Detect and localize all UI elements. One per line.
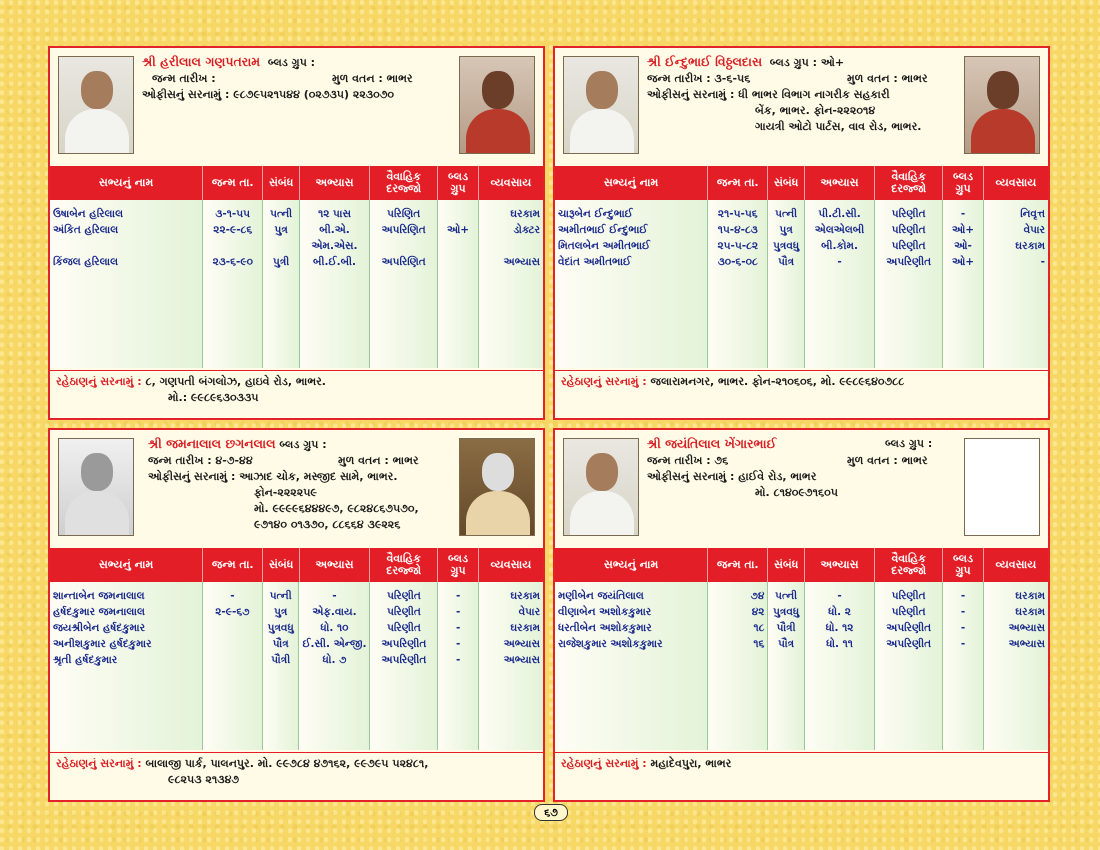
table-cell: - [960, 590, 966, 602]
table-column [263, 200, 300, 368]
members-table [50, 200, 543, 368]
table-cell: પરિણીત [891, 590, 926, 602]
table-cell: પુત્રવધુ [773, 606, 800, 618]
office-address: ઓફીસનું સરનામું : ૯૮૭૯૫૨૧૫૪૪ (૦૨૭૩૫) ૨૨૩૦૭૦ [142, 88, 395, 101]
family-card-4 [553, 428, 1050, 802]
table-cell: ૧૨ પાસ [318, 208, 351, 220]
table-cell: પરિણીત [387, 622, 421, 634]
table-cell: પત્ની [270, 208, 293, 220]
office-address: ઓફીસનું સરનામું : આઝાદ ચોક, મસ્જીદ સામે, ભાભર. [148, 470, 398, 483]
table-column [479, 582, 543, 750]
table-cell: ઓ+ [951, 256, 975, 268]
table-cell: ધો. ૭ [322, 654, 347, 666]
native-place: મુળ વતન : ભાભર [847, 72, 928, 85]
page-number: ૬૭ [534, 804, 568, 821]
family-card-3 [48, 428, 545, 802]
table-cell: પરિણીત [891, 224, 926, 236]
table-cell: વીણાબેન અશોકકુમાર [558, 606, 652, 618]
head-info: શ્રી જયંતિલાલ ખેંગારભાઈ બ્લડ ગ્રુપ : જન્મ તારીખ : ૭૬ મુળ વતન : ભાભર ઓફીસનું સરનામું : હાઈવે રોડ, ભાભર મો. ૮૧૪૦૯૭૧૬૦૫ [647, 436, 957, 501]
table-column [203, 200, 263, 368]
table-cell [438, 254, 478, 270]
table-cell: ૧૫-૪-૮૩ [717, 224, 758, 236]
head-photo [58, 56, 134, 154]
table-cell: ૪૨ [751, 606, 765, 618]
table-cell: પરિણિત [387, 208, 421, 220]
table-cell: વેપાર [518, 606, 540, 618]
col-blood-header: બ્લડ ગ્રુપ [438, 166, 479, 200]
head-info: શ્રી જમનાલાલ છગનલાલ બ્લડ ગ્રુપ : જન્મ તારીખ : ૪-૭-૪૪ મુળ વતન : ભાભર ઓફીસનું સરનામું : આઝાદ ચોક, મસ્જીદ સામે, ભાભર. ફોન-૨૨૨૨૫૯ મો. ૯૯૯૯૬૪૪૪૯૭, ૯૮૨૪૮૬૭૫૭૦, ૯૭૧૪૦ ૦૧૩૭૦, ૮૮૬૬૪ ૩૯૨૨૬ [142, 436, 462, 533]
table-cell: અંકિત હરિલાલ [53, 224, 119, 236]
table-column [708, 200, 768, 368]
table-cell: પૌત્ર [272, 638, 289, 650]
table-cell: ૭૪ [750, 590, 765, 602]
col-education-header: અભ્યાસ [300, 166, 370, 200]
table-cell [263, 238, 299, 254]
members-table [50, 582, 543, 750]
table-cell: પૌત્રી [271, 654, 291, 666]
table-cell: ઓ+ [446, 224, 470, 236]
blood-group: બ્લડ ગ્રુપ : ઓ+ [769, 56, 845, 69]
table-cell: મણીબેન જયંતિલાલ [558, 590, 644, 602]
table-cell: પી.ટી.સી. [818, 208, 861, 220]
table-cell: અપરિણીત [886, 256, 932, 268]
table-header [50, 166, 543, 200]
table-cell: ૨૩-૬-૯૦ [212, 256, 253, 268]
table-cell [50, 238, 202, 254]
table-cell: ૨૫-૫-૮૨ [717, 240, 759, 252]
table-column [370, 582, 438, 750]
table-cell: એફ.વાય. [312, 606, 357, 618]
table-column [555, 200, 708, 368]
table-column [555, 582, 708, 750]
table-cell: એલએલબી [814, 224, 865, 236]
residence-address: રહેઠાણનું સરનામું : ૮, ગણપતી બંગલોઝ, હાઇવે રોડ, ભાભર. મો.: ૯૯૮૯૬૩૦૩૩૫ [50, 370, 543, 409]
head-name: શ્રી જયંતિલાલ ખેંગારભાઈ [647, 436, 777, 451]
table-column [805, 582, 875, 750]
table-cell: - [456, 638, 461, 650]
table-cell: અપરિણિત [381, 224, 426, 236]
table-cell: પરિણીત [891, 240, 926, 252]
table-column [943, 200, 984, 368]
table-cell: ઓ+ [951, 224, 975, 236]
table-column [50, 200, 203, 368]
family-card-1 [48, 46, 545, 420]
head-photo [58, 438, 134, 536]
table-column [943, 582, 984, 750]
head-info: શ્રી ઈન્દુભાઈ વિઠ્ઠલદાસ બ્લડ ગ્રુપ : ઓ+ જન્મ તારીખ : ૩-૬-૫૬ મુળ વતન : ભાભર ઓફીસનું સરનામું : ધી ભાભર વિભાગ નાગરીક સહકારી બેંક, ભાભર. ફોન-૨૨૨૦૧૪ ગાયત્રી ઓટો પાર્ટસ, વાવ રોડ, ભાભર. [647, 54, 967, 135]
table-cell: અપરિણીત [381, 654, 427, 666]
table-cell: ઘરકામ [1015, 590, 1045, 602]
head-info [142, 54, 452, 103]
col-dob-header: જન્મ તા. [203, 166, 263, 200]
office-address: ઓફીસનું સરનામું : ધી ભાભર વિભાગ નાગરીક સહકારી [647, 88, 890, 101]
table-cell: પરિણીત [891, 606, 926, 618]
table-cell: ૩૦-૬-૦૮ [717, 256, 758, 268]
table-column [50, 582, 203, 750]
table-cell [479, 238, 543, 254]
table-column [875, 582, 943, 750]
table-header: સભ્યનું નામ જન્મ તા. સંબંધ અભ્યાસ વૈવાહિક દરજ્જો બ્લડ ગ્રુપ વ્યવસાય [555, 548, 1048, 582]
table-cell: નિવૃત્ત [1020, 208, 1045, 220]
table-cell: જયશ્રીબેન હર્ષદકુમાર [53, 622, 146, 634]
table-column [984, 582, 1048, 750]
table-cell: ઉષાબેન હરિલાલ [53, 208, 124, 220]
table-cell: પુત્રી [273, 256, 290, 268]
members-table [555, 582, 1048, 750]
table-cell: - [456, 654, 461, 666]
table-cell: અપરિણિત [381, 256, 426, 268]
head-name: શ્રી હરીલાલ ગણપતરામ [142, 54, 261, 69]
table-cell: - [332, 590, 337, 602]
birth-date: જન્મ તારીખ : ૩-૬-૫૬ [647, 72, 751, 85]
table-column [768, 200, 805, 368]
table-cell: વેદાંત અમીતભાઈ [558, 256, 632, 268]
table-cell: અભ્યાસ [503, 654, 540, 666]
head-photo [563, 56, 639, 154]
head-photo [563, 438, 639, 536]
table-cell: ઓ- [954, 240, 972, 252]
table-cell: - [960, 208, 966, 220]
residence-address: રહેઠાણનું સરનામું : મહાદેવપુરા, ભાભર [555, 752, 1048, 775]
table-cell [438, 238, 478, 254]
table-cell: - [960, 606, 966, 618]
table-column [708, 582, 768, 750]
spouse-photo [964, 56, 1040, 154]
table-cell: ઈ.સી. એન્જી. [302, 638, 367, 650]
table-cell: પત્ની [775, 590, 798, 602]
members-table [555, 200, 1048, 368]
blood-group: બ્લડ ગ્રુપ : [885, 437, 933, 450]
table-cell: ધો. ૧૦ [320, 622, 349, 634]
table-cell: શ્રૃતી હર્ષદકુમાર [53, 654, 118, 666]
table-column [299, 582, 370, 750]
table-cell: અભ્યાસ [503, 638, 540, 650]
table-cell: ઘરકામ [510, 622, 540, 634]
table-cell: પૌત્ર [778, 638, 795, 650]
table-cell: ૩-૧-૫૫ [215, 208, 251, 220]
birth-date: જન્મ તારીખ : [152, 72, 216, 85]
spouse-photo [459, 438, 535, 536]
table-cell: અપરિણીત [886, 622, 932, 634]
table-cell: - [230, 590, 235, 602]
card-header [555, 430, 1048, 546]
birth-date: જન્મ તારીખ : ૪-૭-૪૪ [148, 454, 253, 467]
table-cell: પૌત્રી [776, 622, 796, 634]
table-cell: - [1040, 256, 1045, 268]
table-cell: ધો. ૨ [828, 606, 851, 618]
table-cell: પરિણીત [891, 208, 926, 220]
table-cell: ધો. ૧૧ [826, 638, 853, 650]
table-cell: ધરતીબેન અશોકકુમાર [558, 622, 652, 634]
table-header: સભ્યનું નામ જન્મ તા. સંબંધ અભ્યાસ વૈવાહિક દરજ્જો બ્લડ ગ્રુપ વ્યવસાય [555, 166, 1048, 200]
table-cell: ડોક્ટર [513, 224, 540, 236]
table-column [479, 200, 543, 368]
col-occupation-header: વ્યવસાય [490, 176, 532, 189]
table-cell: - [960, 622, 966, 634]
table-cell: ઘરકામ [510, 208, 540, 220]
table-column [203, 582, 263, 750]
table-cell: પરિણીત [387, 606, 421, 618]
table-cell: - [456, 590, 461, 602]
col-marital-header: વૈવાહિક દરજ્જો [370, 166, 438, 200]
table-cell: રાજેશકુમાર અશોકકુમાર [558, 638, 663, 650]
head-name: શ્રી ઈન્દુભાઈ વિઠ્ઠલદાસ [647, 54, 763, 69]
table-cell [370, 238, 437, 254]
table-cell: પત્ની [269, 590, 292, 602]
table-column [263, 582, 299, 750]
table-cell: અભ્યાસ [1008, 638, 1045, 650]
card-header [50, 48, 543, 164]
table-cell: પુત્ર [274, 224, 288, 236]
table-cell: ધો. ૧૨ [825, 622, 854, 634]
table-cell: અમીતભાઈ ઈન્દુભાઈ [558, 224, 648, 236]
col-name-header: સભ્યનું નામ [50, 166, 203, 200]
table-column [370, 200, 438, 368]
table-cell: - [837, 590, 842, 602]
col-relation-header: સંબંધ [263, 166, 300, 200]
blood-group: બ્લડ ગ્રુપ : [279, 438, 327, 451]
table-cell: ઘરકામ [1015, 240, 1045, 252]
table-cell: - [456, 622, 461, 634]
table-column [984, 200, 1048, 368]
table-cell: અનીશકુમાર હર્ષદકુમાર [53, 638, 152, 650]
table-column [805, 200, 875, 368]
table-cell: એમ.એસ. [311, 240, 358, 252]
table-cell: બી.એ. [319, 224, 350, 236]
office-address: ઓફીસનું સરનામું : હાઈવે રોડ, ભાભર [647, 470, 817, 483]
table-cell [203, 620, 262, 636]
table-cell: - [960, 638, 966, 650]
table-cell: પૌત્ર [778, 256, 795, 268]
table-column [300, 200, 370, 368]
table-cell: પુત્ર [779, 224, 793, 236]
native-place: મુળ વતન : ભાભર [338, 454, 419, 467]
table-cell [203, 636, 262, 652]
table-cell: ૨-૯-૬૭ [215, 606, 250, 618]
card-header [555, 48, 1048, 164]
table-cell: પુત્ર [274, 606, 288, 618]
table-cell: પરિણીત [387, 590, 421, 602]
table-cell: ૧૮ [753, 622, 765, 634]
table-cell: અભ્યાસ [503, 256, 540, 268]
table-cell: - [837, 256, 842, 268]
table-cell: અપરિણીત [381, 638, 427, 650]
birth-date: જન્મ તારીખ : ૭૬ [647, 454, 729, 467]
spouse-photo [459, 56, 535, 154]
table-cell: ૨૨-૯-૮૬ [213, 224, 253, 236]
table-cell: બી.ઈ.બી. [313, 256, 356, 268]
table-cell: પુત્રવધુ [773, 240, 800, 252]
blood-group: બ્લડ ગ્રુપ : [267, 56, 316, 69]
table-column [438, 200, 479, 368]
residence-address: રહેઠાણનું સરનામું : જલારામનગર, ભાભર. ફોન-૨૧૦૬૦૬, મો. ૯૯૮૯૬૪૦૭૮૮ [555, 370, 1048, 393]
table-cell: અપરિણીત [886, 638, 932, 650]
table-cell: કિંજલ હરિલાલ [53, 256, 119, 268]
table-header: સભ્યનું નામ જન્મ તા. સંબંધ અભ્યાસ વૈવાહિક દરજ્જો બ્લડ ગ્રુપ વ્યવસાય [50, 548, 543, 582]
table-cell: ૧૬ [753, 638, 765, 650]
native-place: મુળ વતન : ભાભર [847, 454, 928, 467]
card-header [50, 430, 543, 546]
table-column [438, 582, 478, 750]
table-cell [438, 206, 478, 222]
table-cell: - [456, 606, 461, 618]
head-name: શ્રી જમનાલાલ છગનલાલ [148, 436, 276, 451]
table-cell: ચારૂબેન ઈન્દુભાઈ [558, 208, 633, 220]
family-card-2 [553, 46, 1050, 420]
residence-address: રહેઠાણનું સરનામું : બાલાજી પાર્ક, પાલનપુર. મો. ૯૯૭૮૪ ૪૭૧૬૨, ૯૯૭૯૫ ૫૨૪૮૧, ૯૮૨૫૩ ૨૧૩૪૭ [50, 752, 543, 791]
spouse-photo-placeholder [964, 438, 1040, 536]
table-column [875, 200, 943, 368]
table-cell [203, 652, 262, 668]
table-cell: શાન્તાબેન જમનાલાલ [53, 590, 145, 602]
table-cell [203, 238, 262, 254]
table-cell: ઘરકામ [1015, 606, 1045, 618]
table-cell: ૨૧-૫-૫૬ [717, 208, 758, 220]
native-place: મુળ વતન : ભાભર [332, 72, 413, 85]
table-column [768, 582, 805, 750]
table-cell: બી.કોમ. [821, 240, 858, 252]
table-cell: હર્ષદકુમાર જમનાલાલ [53, 606, 145, 618]
table-cell: અભ્યાસ [1008, 622, 1045, 634]
table-cell: પુત્રવધુ [267, 622, 294, 634]
table-cell: મિતલબેન અમીતભાઈ [558, 240, 651, 252]
table-cell: પત્ની [775, 208, 798, 220]
table-cell: વેપાર [1023, 224, 1045, 236]
table-cell: ઘરકામ [510, 590, 540, 602]
